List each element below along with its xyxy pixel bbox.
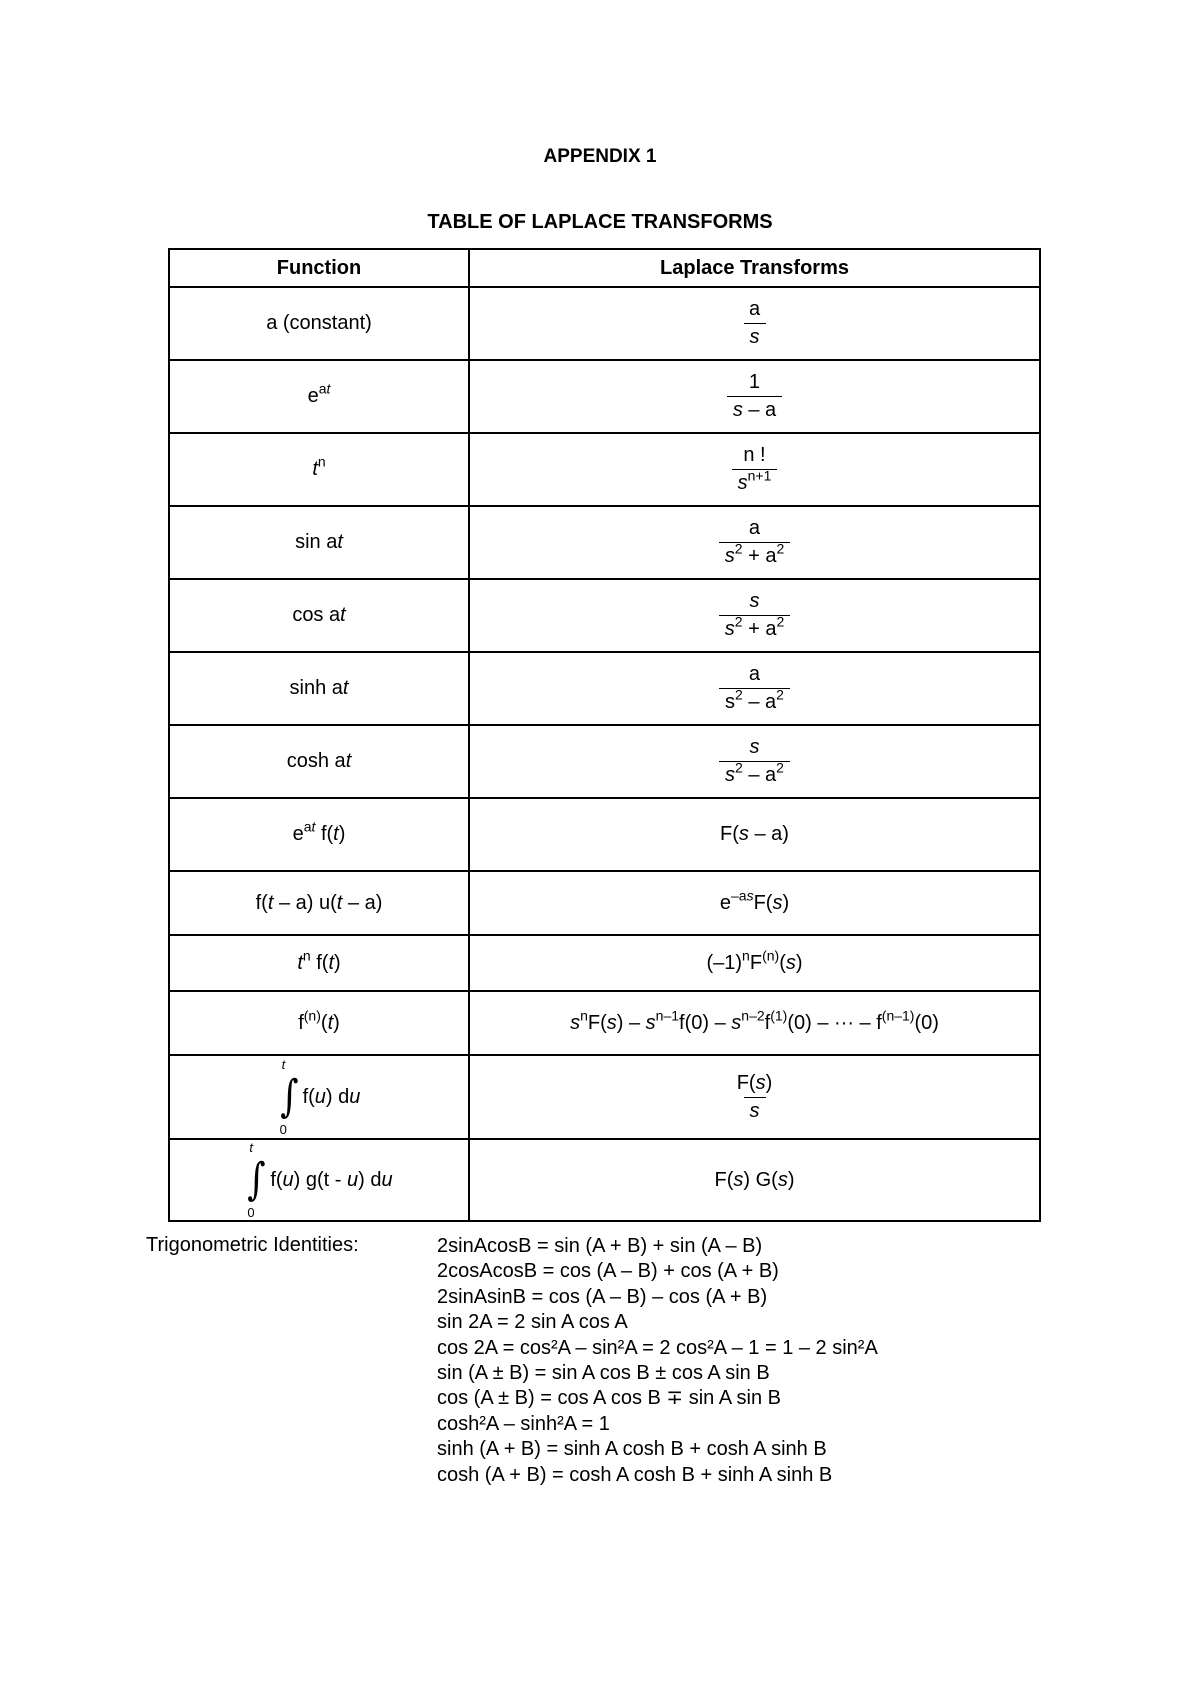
function-cell: $t^n$ — [169, 433, 469, 506]
function-cell: $f^{(n)}(t)$ — [169, 991, 469, 1055]
header-transform: Laplace Transforms — [469, 249, 1040, 287]
table-row — [169, 433, 1040, 506]
table-row — [169, 935, 1040, 991]
function-cell — [169, 1055, 469, 1139]
transform-cell: $e^{-as}F(s)$ — [469, 871, 1040, 935]
transform-cell: $\frac{s}{s^2 + a^2}$ — [469, 579, 1040, 652]
laplace-table — [168, 248, 1041, 1222]
function-cell: sinh at — [169, 652, 469, 725]
table-row — [169, 1139, 1040, 1221]
trig-identity: cosh²A – sinh²A = 1 — [437, 1412, 610, 1435]
transform-cell: $\frac{s}{s^2 - a^2}$ — [469, 725, 1040, 798]
transform-cell: $\frac{a}{s^2 + a^2}$ — [469, 506, 1040, 579]
transform-cell: F(s – a) — [469, 798, 1040, 871]
function-cell: a (constant) — [169, 287, 469, 360]
table-row — [169, 871, 1040, 935]
integral-expression: t ∫ 0 f(u) du — [279, 1057, 361, 1137]
transform-cell: F(s) G(s) — [469, 1139, 1040, 1221]
table-row — [169, 579, 1040, 652]
function-cell: cos at — [169, 579, 469, 652]
trig-identity: sinh (A + B) = sinh A cosh B + cosh A sinh B — [437, 1438, 827, 1461]
table-row — [169, 1055, 1040, 1139]
function-cell: $e^{at}$ f(t) — [169, 798, 469, 871]
function-cell: $e^{at}$ — [169, 360, 469, 433]
function-cell: cosh at — [169, 725, 469, 798]
header-function: Function — [169, 249, 469, 287]
transform-cell: $\frac{1}{s - a}$ — [469, 360, 1040, 433]
trig-identity: sin (A ± B) = sin A cos B ± cos A sin B — [437, 1362, 770, 1385]
integral-expression: t ∫ 0 f(u) g(t - u) du — [247, 1140, 393, 1220]
transform-cell: $s^nF(s) - s^{n-1}f(0) - s^{n-2}f^{(1)}(0)$ – ··· – $f^{(n-1)}(0)$ — [469, 991, 1040, 1055]
table-row — [169, 991, 1040, 1055]
trig-identities-list — [437, 1234, 878, 1488]
transform-cell: $(-1)^nF^{(n)}(s)$ — [469, 935, 1040, 991]
trig-identity: 2sinAcosB = sin (A + B) + sin (A – B) — [437, 1235, 763, 1257]
table-row — [169, 652, 1040, 725]
table-row — [169, 798, 1040, 871]
appendix-label: APPENDIX 1 — [543, 146, 657, 167]
table-row — [169, 725, 1040, 798]
page-title: TABLE OF LAPLACE TRANSFORMS — [427, 211, 773, 233]
trig-identities-label: Trigonometric Identities: — [146, 1234, 359, 1256]
trig-identity: cos 2A = cos²A – sin²A = 2 cos²A – 1 = 1 – 2 sin²A — [437, 1336, 878, 1359]
trig-identity: cos (A ± B) = cos A cos B ∓ sin A sin B — [437, 1387, 781, 1410]
transform-cell: $\frac{F(s)}{s}$ — [469, 1055, 1040, 1139]
trig-identity: cosh (A + B) = cosh A cosh B + sinh A sinh B — [437, 1463, 833, 1486]
trig-identity: sin 2A = 2 sin A cos A — [437, 1311, 628, 1334]
function-cell: $t^n$ f(t) — [169, 935, 469, 991]
transform-cell: $\frac{a}{s^2 - a^2}$ — [469, 652, 1040, 725]
trig-identity: 2sinAsinB = cos (A – B) – cos (A + B) — [437, 1285, 768, 1308]
table-row — [169, 506, 1040, 579]
transform-cell: $\frac{a}{s}$ — [469, 287, 1040, 360]
table-row — [169, 360, 1040, 433]
table-row — [169, 287, 1040, 360]
trig-identity: 2cosAcosB = cos (A – B) + cos (A + B) — [437, 1260, 779, 1283]
function-cell: f(t – a) u(t – a) — [169, 871, 469, 935]
function-cell — [169, 1139, 469, 1221]
transform-cell: $\frac{n !}{s^{n+1}}$ — [469, 433, 1040, 506]
table-header-row — [169, 249, 1040, 287]
function-cell: sin at — [169, 506, 469, 579]
